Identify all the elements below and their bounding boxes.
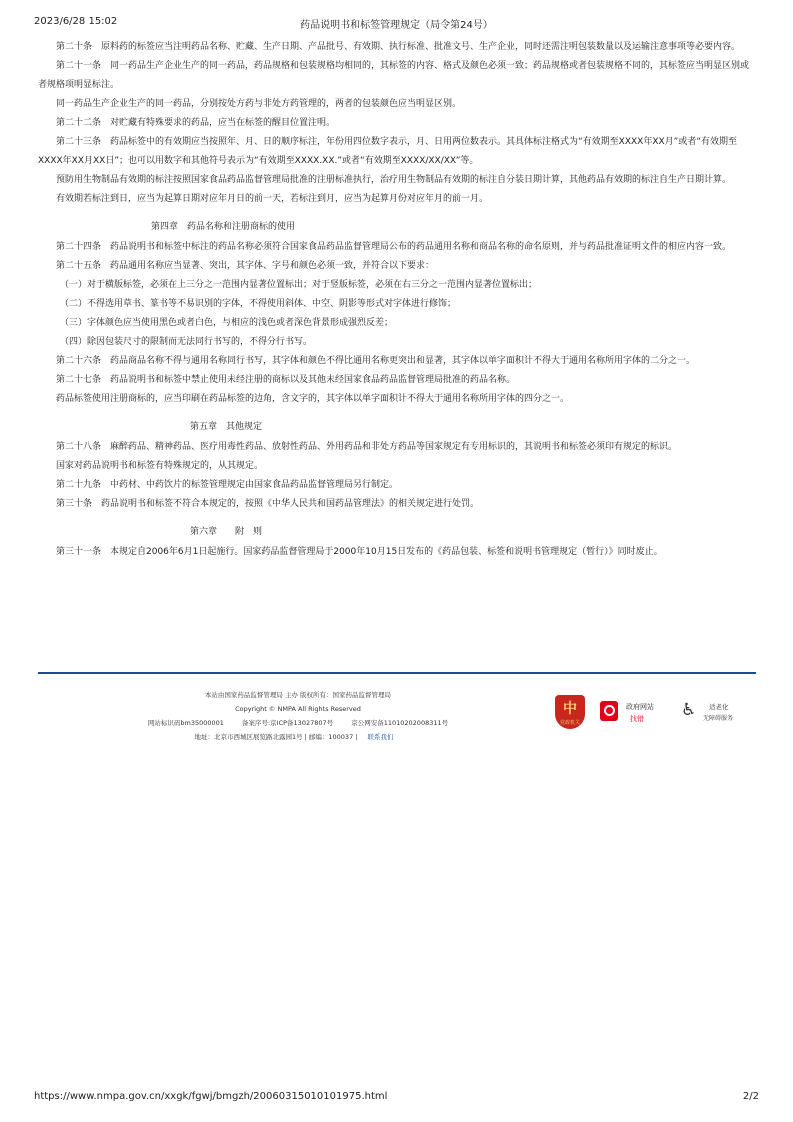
magnifier-icon [600,701,618,721]
article-27: 第二十七条 药品说明书和标签中禁止使用未经注册的商标以及其他未经国家食品药品监督管理局批准的药品名称。 [56,375,516,385]
footer-copyright: Copyright © NMPA All Rights Reserved [235,705,361,713]
accessibility-service[interactable] [681,698,756,728]
article-28-para-2: 国家对药品说明书和标签有特殊规定的，从其规定。 [56,461,264,471]
regulation-body [38,38,756,562]
site-footer [38,688,756,748]
footer-address-row [38,730,558,744]
article-31: 第三十一条 本规定自2006年6月1日起施行。国家药品监督管理局于2000年10月15日发布的《药品包装、标签和说明书管理规定（暂行）》同时废止。 [56,547,663,557]
footer-icp-link[interactable]: 备案序号:京ICP备13027807号 [241,719,334,727]
print-page-title: 药品说明书和标签管理规定（局令第24号） [300,20,493,31]
footer-sponsor: 本站由国家药品监督管理局 主办 版权所有：国家药品监督管理局 [204,691,392,699]
article-29: 第二十九条 中药材、中药饮片的标签管理规定由国家食品药品监督管理局另行制定。 [56,480,399,490]
gov-site-error-finder[interactable] [600,698,670,728]
access-subtitle: 无障碍服务 [703,715,734,722]
article-25-item-4: （四）除因包装尺寸的限制而无法同行书写的，不得分行书写。 [60,337,313,347]
footer-police-link[interactable]: 京公网安备11010202008311号 [351,719,449,727]
footer-registration [38,716,558,730]
page-number: 2/2 [742,1091,759,1102]
article-27-para-2: 药品标签使用注册商标的，应当印刷在药品标签的边角，含文字的，其字体以单字面积计不得大于通用名称所用字体的四分之一。 [56,394,570,404]
article-23-para-3: 有效期若标注到日，应当为起算日期对应年月日的前一天，若标注到月，应当为起算月份对应年月的前一月。 [56,194,489,204]
wheelchair-icon: ♿ [681,700,697,720]
article-23-para-2: 预防用生物制品有效期的标注按照国家食品药品监督管理局批准的注册标准执行，治疗用生物制品有效期的标注自分装日期计算，其他药品有效期的标注自生产日期计算。 [56,175,732,185]
article-25-item-3: （三）字体颜色应当使用黑色或者白色，与相应的浅色或者深色背景形成强烈反差； [60,318,394,328]
footer-address: 地址：北京市西城区展览路北露园1号 | 邮编：100037 | [194,733,358,741]
article-25-item-1: （一）对于横版标签，必须在上三分之一范围内显著位置标出；对于竖版标签，必须在右三分之一范围内显著位置标出； [60,280,538,290]
print-datetime: 2023/6/28 15:02 [34,16,118,27]
contact-us-link[interactable]: 联系我们 [367,733,394,741]
gov-finder-title: 政府网站 [626,703,654,711]
article-25-item-2: （二）不得选用草书、篆书等不易识别的字体，不得使用斜体、中空、阴影等形式对字体进行修饰； [60,299,457,309]
article-20: 第二十条 原料药的标签应当注明药品名称、贮藏、生产日期、产品批号、有效期、执行标准、批准文号、生产企业，同时还需注明包装数量以及运输注意事项等必要内容。 [56,42,741,52]
article-28: 第二十八条 麻醉药品、精神药品、医疗用毒性药品、放射性药品、外用药品和非处方药品等国家规定有专用标识的，其说明书和标签必须印有规定的标识。 [56,442,678,452]
access-title: 适老化 [709,703,729,711]
badge-emblem-icon: 中 [563,701,577,717]
article-24: 第二十四条 药品说明书和标签中标注的药品名称必须符合国家食品药品监督管理局公布的药品通用名称和商品名称的命名原则，并与药品批准证明文件的相应内容一致。 [56,242,732,252]
footer-site-id: 网站标识码bm35000001 [147,719,224,727]
chapter-4-heading: 第四章 药品名称和注册商标的使用 [151,222,296,232]
article-23: 第二十三条 药品标签中的有效期应当按照年、月、日的顺序标注，年份用四位数字表示，月、日用两位数表示。其具体标注格式为“有效期至XXXX年XX月”或者“有效期至XXXX年XX月XX日”；也可以用数字和其他符号表示为“有效期至XXXX.XX.”或者“有效期至XXXX/XX/XX”等。 [38,137,737,166]
chapter-6-heading: 第六章 附 则 [190,527,263,537]
article-25: 第二十五条 药品通用名称应当显著、突出，其字体、字号和颜色必须一致，并符合以下要求： [56,261,435,271]
badge-label: 党政机关 [559,720,580,726]
print-footer [34,1091,759,1105]
gov-finder-action: 找错 [630,715,644,723]
article-26: 第二十六条 药品商品名称不得与通用名称同行书写，其字体和颜色不得比通用名称更突出和显著，其字体以单字面积计不得大于通用名称所用字体的二分之一。 [56,356,696,366]
article-30: 第三十条 药品说明书和标签不符合本规定的，按照《中华人民共和国药品管理法》的相关规定进行处罚。 [56,499,480,509]
print-header [34,16,759,32]
article-21-para-2: 同一药品生产企业生产的同一药品，分别按处方药与非处方药管理的，两者的包装颜色应当明显区别。 [56,99,462,109]
footer-divider [38,672,756,674]
article-22: 第二十二条 对贮藏有特殊要求的药品，应当在标签的醒目位置注明。 [56,118,336,128]
chapter-5-heading: 第五章 其他规定 [190,422,263,432]
page-url: https://www.nmpa.gov.cn/xxgk/fgwj/bmgzh/20060315010101975.html [34,1091,388,1102]
article-21: 第二十一条 同一药品生产企业生产的同一药品，药品规格和包装规格均相同的，其标签的内容、格式及颜色必须一致；药品规格或者包装规格不同的，其标签应当明显区别或者规格项明显标注。 [38,61,750,90]
footer-info [38,688,558,744]
party-government-badge[interactable] [555,695,585,729]
